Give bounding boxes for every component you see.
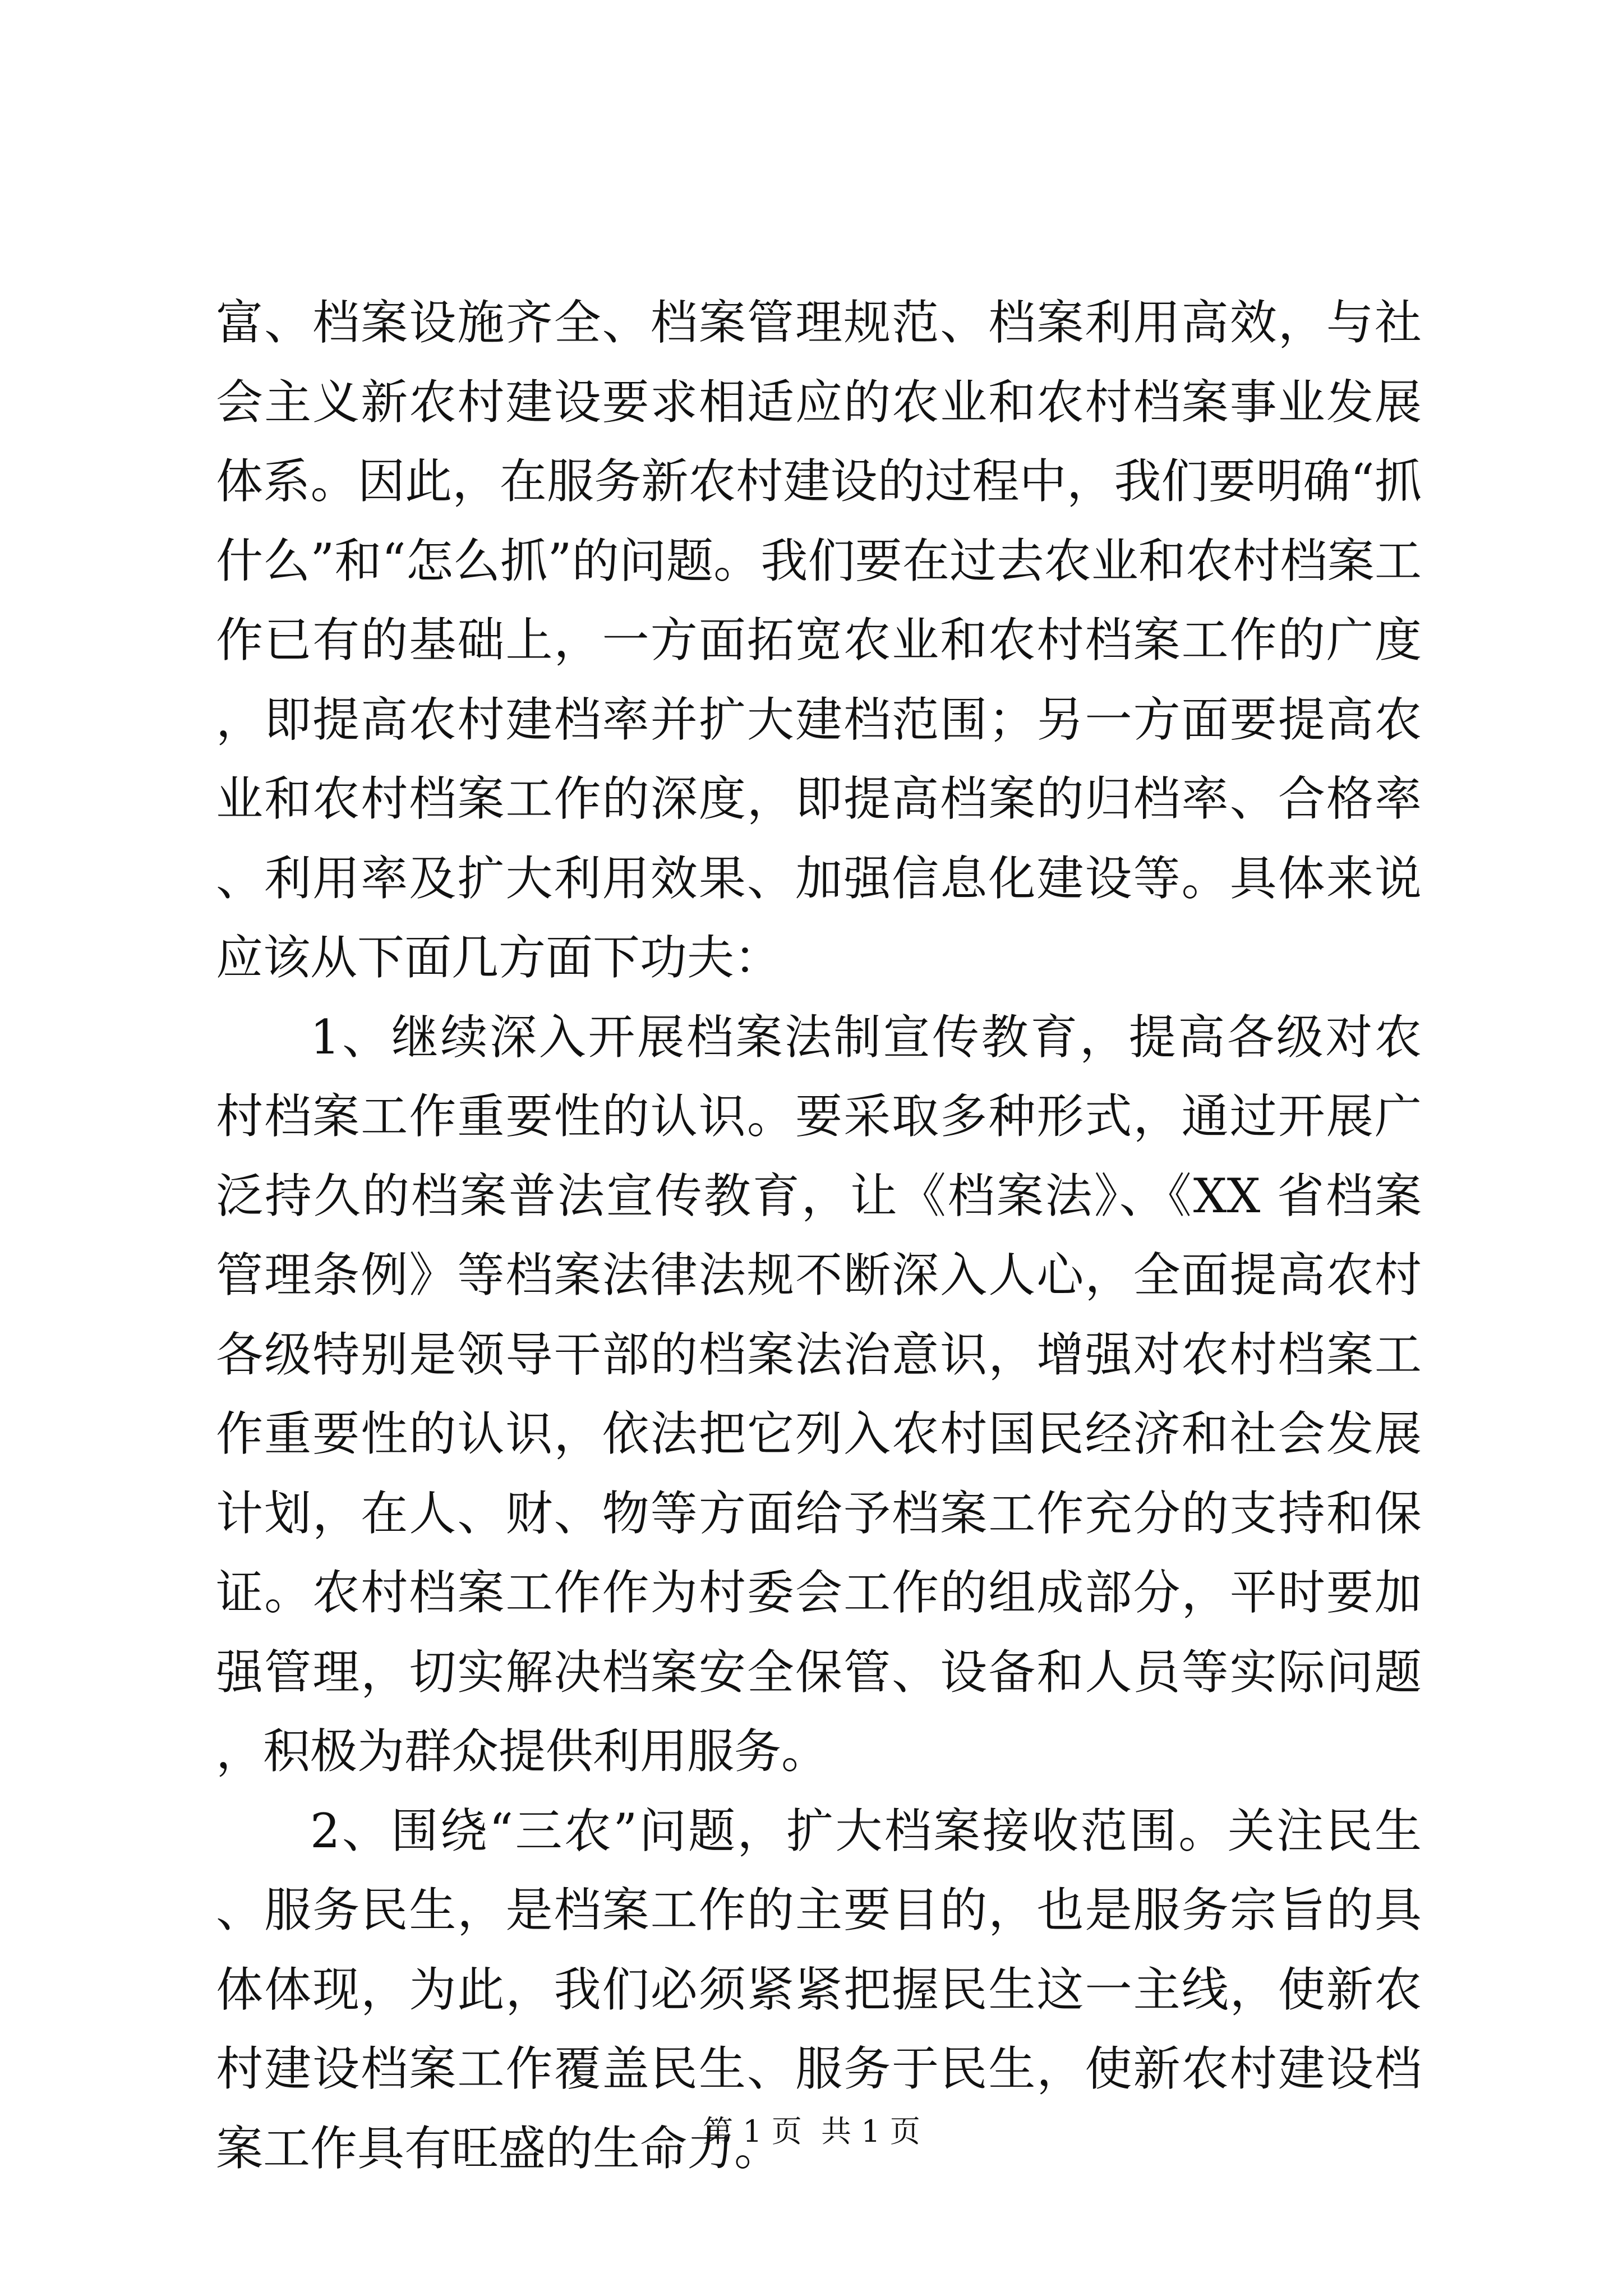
paragraph-line: 律法规不断深入人心，全面提高农村各级特别是领导干部的档案 <box>216 1248 1422 1382</box>
paragraph-1 <box>216 283 1422 998</box>
paragraph-line: 盖民生、服务于民生，使新农村建设档案工作具有旺盛的生命力。 <box>216 2041 1422 2176</box>
paragraph-line: 案的归档率、合格率、利用率及扩大利用效果、加强信息化建设 <box>216 771 1422 906</box>
paragraph-line: 的问题。我们要在过去农业和农村档案工作已有的基础上，一方 <box>216 533 1422 668</box>
document-body <box>216 283 1422 2188</box>
paragraph-line: 充分的支持和保证。农村档案工作作为村委会工作的组成部分， <box>216 1485 1422 1620</box>
paragraph-line: 平时要加强管理，切实解决档案安全保管、设备和人员等实际问 <box>216 1565 1422 1700</box>
page-footer <box>0 2112 1623 2151</box>
paragraph-line: 面拓宽农业和农村档案工作的广度，即提高农村建档率并扩大建 <box>216 613 1422 747</box>
paragraph-line: 新农村建设要求相适应的农业和农村档案事业发展体系。因此， <box>216 374 1422 509</box>
page-number-label: 第 1 页 共 1 页 <box>703 2114 920 2149</box>
paragraph-2 <box>216 998 1422 1792</box>
paragraph-line: 题，积极为群众提供利用服务。 <box>216 1644 1422 1779</box>
paragraph-line: 法治意识，增强对农村档案工作重要性的认识，依法把它列入农 <box>216 1327 1422 1461</box>
paragraph-line: 档范围；另一方面要提高农业和农村档案工作的深度，即提高档 <box>216 692 1422 826</box>
paragraph-line: 1、继续深入开展档案法制宣传教育，提高各级对农村档案 <box>216 1009 1422 1144</box>
paragraph-line: 村国民经济和社会发展计划，在人、财、物等方面给予档案工作 <box>216 1406 1422 1541</box>
paragraph-line: 普法宣传教育，让《档案法》、《XX 省档案管理条例》等档案法 <box>216 1168 1422 1303</box>
paragraph-line: 此，我们必须紧紧把握民生这一主线，使新农村建设档案工作覆 <box>216 1962 1422 2096</box>
paragraph-line: 等。具体来说应该从下面几方面下功夫： <box>216 850 1422 985</box>
paragraph-line: 务民生，是档案工作的主要目的，也是服务宗旨的具体体现，为 <box>216 1883 1422 2017</box>
paragraph-line: 工作重要性的认识。要采取多种形式，通过开展广泛持久的档案 <box>216 1089 1422 1223</box>
paragraph-line: 2、围绕“三农”问题，扩大档案接收范围。关注民生、服 <box>216 1803 1422 1938</box>
paragraph-line: 在服务新农村建设的过程中，我们要明确“抓什么”和“怎么抓” <box>216 454 1422 588</box>
paragraph-line: 富、档案设施齐全、档案管理规范、档案利用高效，与社会主义 <box>216 295 1422 430</box>
